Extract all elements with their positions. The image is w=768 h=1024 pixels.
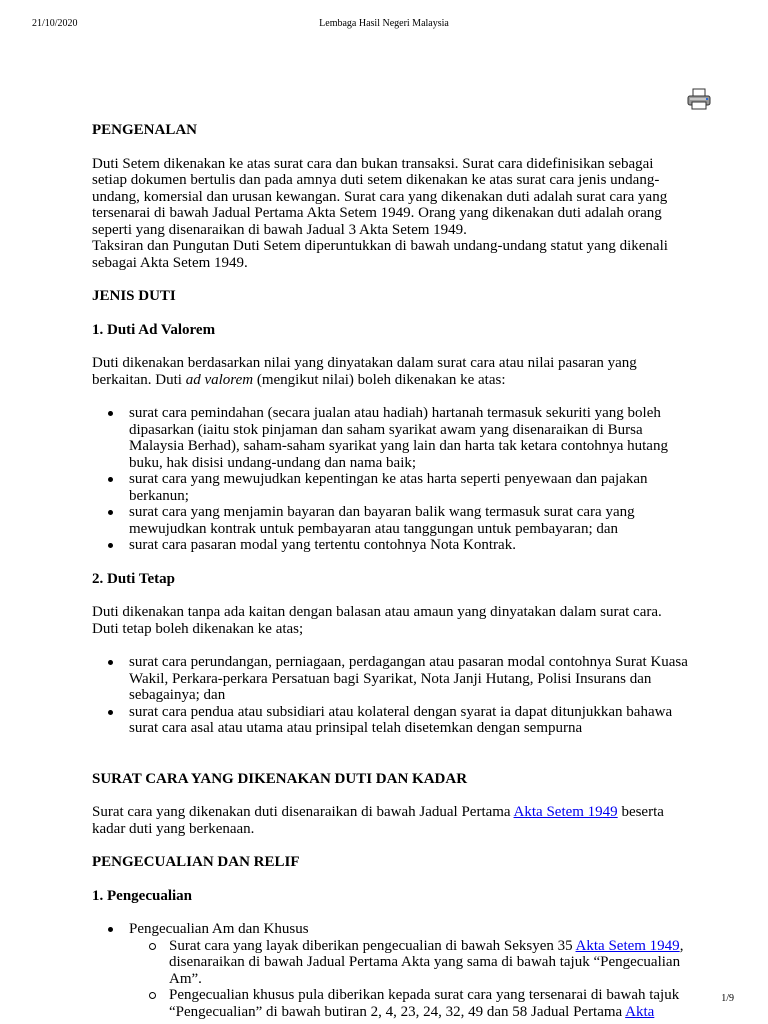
duti-tetap-list	[92, 654, 692, 737]
surat-cara-paragraph	[92, 804, 692, 837]
list-item: surat cara perundangan, perniagaan, perdagangan atau pasaran modal contohnya Surat Kuasa Wakil, Perkara-perkara Persatuan bagi Syarikat, Nota Janji Hutang, Polisi Insurans dan sebagainya; dan	[129, 654, 692, 704]
list-item: surat cara pendua atau subsidiari atau kolateral dengan syarat ia dapat ditunjukkan bahawa surat cara asal atau utama atau prinsipal telah disetemkan dengan sempurna	[129, 704, 692, 737]
intro-paragraph: Duti Setem dikenakan ke atas surat cara dan bukan transaksi. Surat cara didefinisikan sebagai setiap dokumen bertulis dan pada amnya duti setem dikenakan ke atas surat cara jenis undang-undang, komersial dan urusan kewangan. Surat cara yang dikenakan duti adalah surat cara yang tersenarai di bawah Jadual Pertama Akta Setem 1949. Orang yang dikenakan duti adalah orang seperti yang disenaraikan di bawah Jadual 3 Akta Setem 1949.	[92, 155, 668, 238]
list-item: surat cara yang mewujudkan kepentingan ke atas harta seperti penyewaan dan pajakan berkanun;	[129, 471, 692, 504]
document-body	[92, 122, 692, 1020]
print-date: 21/10/2020	[32, 18, 78, 29]
intro-paragraph-2: Taksiran dan Pungutan Duti Setem diperuntukkan di bawah undang-undang statut yang dikenali sebagai Akta Setem 1949.	[92, 238, 668, 271]
sub-list-item	[169, 987, 692, 1020]
list-item: surat cara yang menjamin bayaran dan bayaran balik wang termasuk surat cara yang mewujudkan kontrak untuk pembayaran atau tanggungan untuk pembayaran; dan	[129, 504, 692, 537]
surat-cara-text-a: Surat cara yang dikenakan duti disenaraikan di bawah Jadual Pertama	[92, 804, 514, 820]
subheading-pengecualian: 1. Pengecualian	[92, 887, 192, 904]
sub1-text-a: Surat cara yang layak diberikan pengecualian di bawah Seksyen 35	[169, 937, 576, 954]
surat-cara-text-b: beserta kadar duti yang berkenaan.	[92, 804, 664, 837]
printer-icon[interactable]	[686, 88, 712, 110]
subheading-ad-valorem: 1. Duti Ad Valorem	[92, 321, 216, 338]
print-page-title: Lembaga Hasil Negeri Malaysia	[319, 18, 449, 29]
ad-valorem-text-a: Duti dikenakan berdasarkan nilai yang dinyatakan dalam surat cara atau nilai pasaran yang berkaitan. Duti	[92, 355, 637, 388]
duti-tetap-paragraph: Duti dikenakan tanpa ada kaitan dengan balasan atau amaun yang dinyatakan dalam surat cara. Duti tetap boleh dikenakan ke atas;	[92, 604, 662, 637]
akta-setem-link[interactable]: Akta Setem 1949	[513, 804, 618, 820]
pengecualian-list	[92, 921, 692, 1020]
section-heading-jenis-duti: JENIS DUTI	[92, 288, 176, 304]
ad-valorem-paragraph	[92, 355, 692, 388]
akta-setem-link[interactable]: Akta Setem 1949	[575, 937, 680, 954]
section-heading-surat-cara: SURAT CARA YANG DIKENAKAN DUTI DAN KADAR	[92, 770, 468, 787]
print-header	[32, 18, 736, 32]
ad-valorem-list	[92, 405, 692, 554]
section-heading-pengenalan: PENGENALAN	[92, 122, 198, 138]
list-item: surat cara pasaran modal yang tertentu contohnya Nota Kontrak.	[129, 537, 692, 554]
list-item	[129, 921, 692, 1020]
pengecualian-item-label: Pengecualian Am dan Khusus	[129, 921, 309, 937]
section-heading-pengecualian-relif: PENGECUALIAN DAN RELIF	[92, 854, 300, 870]
subheading-duti-tetap: 2. Duti Tetap	[92, 570, 175, 587]
list-item: surat cara pemindahan (secara jualan atau hadiah) hartanah termasuk sekuriti yang boleh dipasarkan (iaitu stok pinjaman dan saham syarikat awam yang disenaraikan di Bursa Malaysia Berhad), saham-saham syarikat yang lain dan harta tak ketara contohnya hutang buku, hak disisi undang-undang dan nama baik;	[129, 405, 692, 471]
akta-link[interactable]: Akta	[625, 1003, 655, 1020]
ad-valorem-emphasis: ad valorem	[185, 371, 254, 388]
page-number: 1/9	[721, 993, 734, 1004]
sub1-text-b: , disenaraikan di bawah Jadual Pertama Akta yang sama di bawah tajuk “Pengecualian Am”.	[169, 937, 684, 987]
ad-valorem-text-b: (mengikut nilai) boleh dikenakan ke atas:	[253, 371, 506, 388]
sub2-text-a: Pengecualian khusus pula diberikan kepada surat cara yang tersenarai di bawah tajuk “Pengecualian” di bawah butiran 2, 4, 23, 24, 32, 49 dan 58 Jadual Pertama	[169, 987, 680, 1020]
pengecualian-sublist	[129, 938, 692, 1021]
sub-list-item	[169, 938, 692, 988]
